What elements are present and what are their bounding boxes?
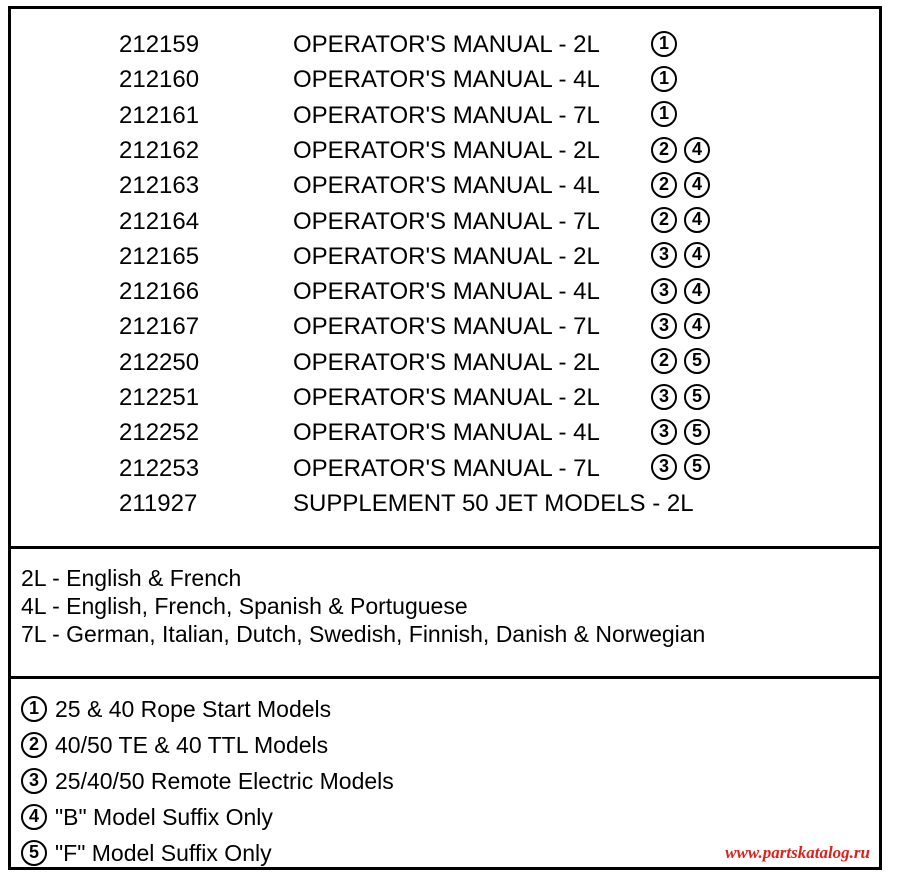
- circled-number-icon: 1: [21, 696, 47, 722]
- part-description: OPERATOR'S MANUAL - 2L: [293, 136, 600, 164]
- part-description: OPERATOR'S MANUAL - 2L: [293, 384, 600, 411]
- note-text: 25 & 40 Rope Start Models: [55, 696, 332, 722]
- circled-number-icon: 3: [21, 768, 47, 794]
- circled-number-icon: 1: [651, 31, 677, 57]
- part-row: [11, 345, 879, 381]
- note-markers: [651, 133, 717, 169]
- note-markers: [651, 62, 684, 98]
- language-code-line: 2L - English & French: [21, 565, 242, 591]
- part-description: OPERATOR'S MANUAL - 2L: [293, 348, 600, 376]
- part-row: [11, 62, 879, 98]
- part-description: OPERATOR'S MANUAL - 4L: [293, 278, 600, 306]
- note-markers: [651, 345, 717, 381]
- part-row: [11, 27, 879, 63]
- part-row: [11, 309, 879, 345]
- parts-list: [11, 9, 879, 549]
- part-row: [11, 415, 879, 451]
- note-line: [21, 836, 272, 870]
- circled-number-icon: 2: [651, 348, 677, 374]
- part-row: [11, 451, 879, 487]
- circled-number-icon: 3: [651, 242, 677, 268]
- circled-number-icon: 4: [684, 278, 710, 304]
- part-description: OPERATOR'S MANUAL - 7L: [293, 313, 600, 341]
- part-description: OPERATOR'S MANUAL - 4L: [293, 66, 600, 94]
- part-description: SUPPLEMENT 50 JET MODELS - 2L: [293, 489, 694, 517]
- part-number: 212253: [119, 454, 200, 482]
- part-number: 212162: [119, 136, 200, 164]
- circled-number-icon: 4: [684, 242, 710, 268]
- note-line: [21, 692, 331, 726]
- circled-number-icon: 3: [651, 419, 677, 445]
- circled-number-icon: 4: [684, 172, 710, 198]
- part-row: [11, 274, 879, 310]
- part-row: [11, 204, 879, 240]
- circled-number-icon: 1: [651, 66, 677, 92]
- part-description: OPERATOR'S MANUAL - 7L: [293, 207, 600, 235]
- circled-number-icon: 2: [651, 137, 677, 163]
- language-legend: [11, 549, 879, 679]
- note-markers: [651, 309, 717, 345]
- note-line: [21, 764, 394, 798]
- language-code-line: 7L - German, Italian, Dutch, Swedish, Finnish, Danish & Norwegian: [21, 621, 706, 647]
- part-number: 212250: [119, 348, 200, 376]
- note-markers: [651, 274, 717, 310]
- note-text: "F" Model Suffix Only: [55, 840, 272, 866]
- part-number: 212163: [119, 172, 200, 200]
- circled-number-icon: 1: [651, 101, 677, 127]
- part-number: 212167: [119, 313, 200, 341]
- note-markers: [651, 168, 717, 204]
- part-description: OPERATOR'S MANUAL - 4L: [293, 419, 600, 447]
- part-row: [11, 168, 879, 204]
- note-markers: [651, 98, 684, 134]
- note-line: [21, 728, 328, 762]
- part-number: 212252: [119, 419, 200, 447]
- part-description: OPERATOR'S MANUAL - 2L: [293, 31, 600, 58]
- circled-number-icon: 3: [651, 454, 677, 480]
- part-number: 211927: [119, 489, 198, 517]
- circled-number-icon: 5: [684, 348, 710, 374]
- language-code-line: 4L - English, French, Spanish & Portuguese: [21, 593, 468, 619]
- part-row: [11, 239, 879, 275]
- part-row: [11, 380, 879, 416]
- watermark-text[interactable]: www.partskatalog.ru: [725, 843, 870, 862]
- part-description: OPERATOR'S MANUAL - 7L: [293, 454, 600, 482]
- part-description: OPERATOR'S MANUAL - 2L: [293, 242, 600, 270]
- note-markers: [651, 27, 684, 63]
- circled-number-icon: 3: [651, 278, 677, 304]
- part-number: 212159: [119, 31, 200, 58]
- note-text: 40/50 TE & 40 TTL Models: [55, 732, 329, 758]
- circled-number-icon: 2: [651, 172, 677, 198]
- part-number: 212166: [119, 278, 200, 306]
- note-markers: [651, 204, 717, 240]
- circled-number-icon: 5: [684, 454, 710, 480]
- part-number: 212164: [119, 207, 200, 235]
- circled-number-icon: 5: [21, 840, 47, 866]
- circled-number-icon: 4: [684, 313, 710, 339]
- part-description: OPERATOR'S MANUAL - 4L: [293, 172, 600, 200]
- circled-number-icon: 4: [684, 137, 710, 163]
- circled-number-icon: 3: [651, 313, 677, 339]
- notes-legend: [11, 679, 879, 867]
- part-number: 212165: [119, 242, 200, 270]
- circled-number-icon: 4: [684, 207, 710, 233]
- note-markers: [651, 415, 717, 451]
- part-number: 212251: [119, 384, 200, 411]
- circled-number-icon: 3: [651, 384, 677, 410]
- part-description: OPERATOR'S MANUAL - 7L: [293, 101, 600, 129]
- part-row: [11, 133, 879, 169]
- part-number: 212160: [119, 66, 200, 94]
- circled-number-icon: 5: [684, 384, 710, 410]
- parts-table-frame: [8, 6, 882, 870]
- part-row: [11, 486, 879, 522]
- note-markers: [651, 380, 717, 416]
- circled-number-icon: 5: [684, 419, 710, 445]
- circled-number-icon: 2: [21, 732, 47, 758]
- note-markers: [651, 239, 717, 275]
- note-markers: [651, 451, 717, 487]
- note-text: 25/40/50 Remote Electric Models: [55, 768, 394, 794]
- part-row: [11, 98, 879, 134]
- part-number: 212161: [119, 101, 200, 129]
- circled-number-icon: 2: [651, 207, 677, 233]
- circled-number-icon: 4: [21, 804, 47, 830]
- note-text: "B" Model Suffix Only: [55, 804, 273, 830]
- note-line: [21, 800, 273, 834]
